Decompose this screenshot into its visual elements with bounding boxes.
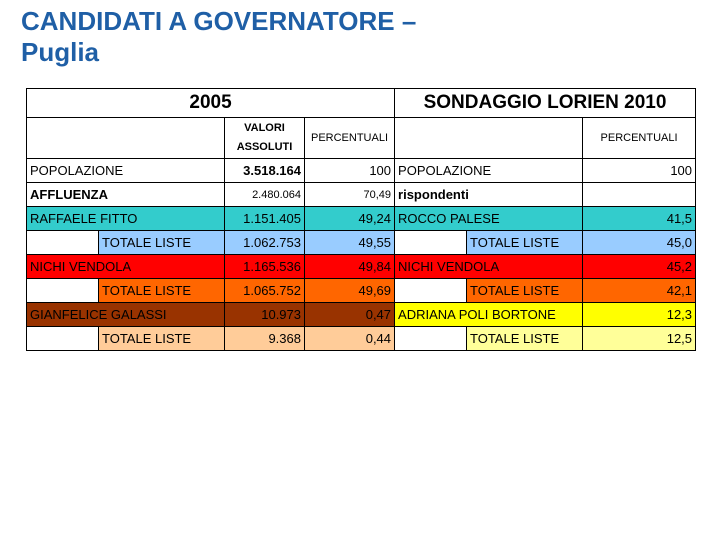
label-vendola-liste-2010: TOTALE LISTE [467,279,583,303]
label-fitto-liste: TOTALE LISTE [99,231,225,255]
perc-fitto: 49,24 [305,207,395,231]
perc-vendola-2010: 45,2 [583,255,696,279]
row-fitto-liste [27,231,696,255]
label-galassi-liste: TOTALE LISTE [99,327,225,351]
perc-vendola-liste: 49,69 [305,279,395,303]
perc-galassi-liste: 0,44 [305,327,395,351]
perc-popolazione-2010: 100 [583,159,696,183]
value-vendola-liste: 1.065.752 [225,279,305,303]
perc-rispondenti [583,183,696,207]
header-2010: SONDAGGIO LORIEN 2010 [395,89,696,118]
blank-galassi-liste [27,327,99,351]
perc-vendola-liste-2010: 42,1 [583,279,696,303]
label-bortone-liste: TOTALE LISTE [467,327,583,351]
perc-palese: 41,5 [583,207,696,231]
col-percentuali-2005: PERCENTUALI [305,118,395,159]
row-fitto [27,207,696,231]
header-row [27,89,696,118]
value-galassi: 10.973 [225,303,305,327]
row-popolazione [27,159,696,183]
label-vendola-liste: TOTALE LISTE [99,279,225,303]
label-popolazione: POPOLAZIONE [27,159,225,183]
perc-fitto-liste: 49,55 [305,231,395,255]
row-vendola [27,255,696,279]
blank-fitto-liste [27,231,99,255]
blank-vendola-liste [27,279,99,303]
perc-palese-liste: 45,0 [583,231,696,255]
label-bortone: ADRIANA POLI BORTONE [395,303,583,327]
perc-vendola: 49,84 [305,255,395,279]
col-percentuali-2010: PERCENTUALI [583,118,696,159]
value-galassi-liste: 9.368 [225,327,305,351]
results-table [26,88,696,351]
blank-palese-liste [395,231,467,255]
blank-bortone-liste [395,327,467,351]
row-vendola-liste [27,279,696,303]
label-vendola: NICHI VENDOLA [27,255,225,279]
value-popolazione: 3.518.164 [225,159,305,183]
header-2005: 2005 [27,89,395,118]
header-blank-2010 [395,118,583,159]
col-valori-assoluti: VALORI ASSOLUTI [225,118,305,159]
label-fitto: RAFFAELE FITTO [27,207,225,231]
title-line-1: CANDIDATI A GOVERNATORE – [21,6,417,36]
header-blank [27,118,225,159]
perc-popolazione: 100 [305,159,395,183]
row-affluenza [27,183,696,207]
label-rispondenti: rispondenti [395,183,583,207]
label-palese-liste: TOTALE LISTE [467,231,583,255]
blank-vendola-liste-2010 [395,279,467,303]
value-fitto: 1.151.405 [225,207,305,231]
label-galassi: GIANFELICE GALASSI [27,303,225,327]
value-fitto-liste: 1.062.753 [225,231,305,255]
label-vendola-2010: NICHI VENDOLA [395,255,583,279]
value-affluenza: 2.480.064 [225,183,305,207]
row-galassi [27,303,696,327]
perc-bortone: 12,3 [583,303,696,327]
value-vendola: 1.165.536 [225,255,305,279]
perc-bortone-liste: 12,5 [583,327,696,351]
label-popolazione-2010: POPOLAZIONE [395,159,583,183]
slide-title [21,6,701,68]
row-galassi-liste [27,327,696,351]
title-line-2: Puglia [21,37,100,67]
label-palese: ROCCO PALESE [395,207,583,231]
column-header-row [27,118,696,159]
perc-galassi: 0,47 [305,303,395,327]
perc-affluenza: 70,49 [305,183,395,207]
label-affluenza: AFFLUENZA [27,183,225,207]
